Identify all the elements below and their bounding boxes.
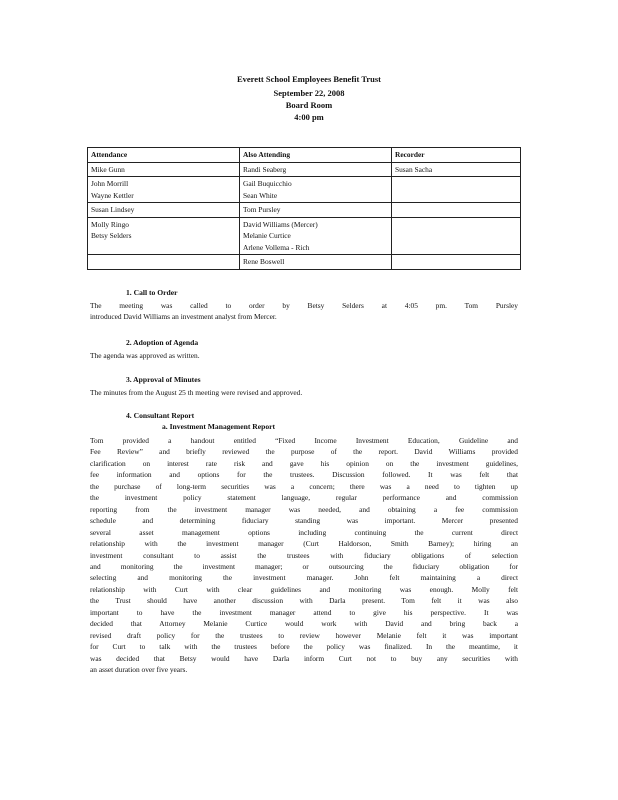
paragraph-line: an asset duration over five years.: [90, 665, 188, 675]
section-2-body: [90, 350, 518, 361]
recorder-cell: Susan Sacha: [392, 162, 521, 177]
also-attending-cell: David Williams (Mercer) Melanie Curtice Arlene Vollema - Rich: [240, 217, 392, 255]
paragraph-line: schedule and determining fiduciary standing was important. Mercer presented: [90, 516, 518, 526]
attendance-row: [88, 177, 521, 203]
section-1-title: 1. Call to Order: [126, 288, 178, 297]
section-3-title: 3. Approval of Minutes: [126, 375, 201, 384]
paragraph-line: the investment policy statement language, regular performance and commission: [90, 493, 518, 503]
attendance-cell: John Morrill Wayne Kettler: [88, 177, 240, 203]
recorder-cell: [392, 255, 521, 270]
title-line-date: September 22, 2008: [273, 88, 345, 98]
title-line-trust: Everett School Employees Benefit Trust: [236, 74, 381, 84]
attendance-table: [87, 147, 521, 270]
paragraph-line: selecting and monitoring the investment manager. John felt maintaining a direct: [90, 573, 518, 583]
attendance-row: [88, 203, 521, 218]
recorder-cell: [392, 203, 521, 218]
recorder-cell: [392, 177, 521, 203]
attendance-row: [88, 162, 521, 177]
also-attending-cell: Gail Buquicchio Sean White: [240, 177, 392, 203]
attendance-header: Attendance: [88, 148, 240, 163]
recorder-cell: [392, 217, 521, 255]
also-attending-header: Also Attending: [240, 148, 392, 163]
recorder-header: Recorder: [392, 148, 521, 163]
paragraph-line: Fee Review” and briefly reviewed the purpose of the report. David Williams provided: [90, 447, 518, 457]
title-line-time: 4:00 pm: [294, 112, 324, 122]
attendance-header-row: [88, 148, 521, 163]
attendance-row: [88, 217, 521, 255]
paragraph-line: and monitoring the investment manager; or outsourcing the fiduciary obligation for: [90, 561, 518, 571]
attendance-row: [88, 255, 521, 270]
paragraph-line: investment consultant to assist the trustees with fiduciary obligations of selection: [90, 550, 518, 560]
section-3-body: [90, 387, 518, 398]
paragraph-line: reporting from the investment manager was needed, and obtaining a fee commission: [90, 504, 518, 514]
also-attending-cell: Randi Seaberg: [240, 162, 392, 177]
section-4a-title: a. Investment Management Report: [162, 422, 276, 431]
section-4-title: 4. Consultant Report: [126, 411, 195, 420]
attendance-cell: Susan Lindsey: [88, 203, 240, 218]
also-attending-cell: Rene Boswell: [240, 255, 392, 270]
paragraph-line: decided that Attorney Melanie Curtice would work with David and bring back a: [90, 619, 518, 629]
paragraph-line: fee information and options for the trustees. Discussion followed. It was felt that: [90, 470, 518, 480]
paragraph-line: The meeting was called to order by Betsy Selders at 4:05 pm. Tom Pursley: [90, 301, 518, 310]
attendance-cell: [88, 255, 240, 270]
section-4-body: [90, 435, 518, 676]
paragraph-line: revised draft policy for the trustees to review however Melanie felt it was important: [90, 630, 518, 640]
also-attending-cell: Tom Pursley: [240, 203, 392, 218]
attendance-cell: Molly Ringo Betsy Selders: [88, 217, 240, 255]
title-line-location: Board Room: [285, 100, 333, 110]
paragraph-line: Tom provided a handout entitled “Fixed Income Investment Education, Guideline and: [90, 436, 518, 445]
paragraph-line: the purchase of long-term securities was a concern; there was a need to tighten up: [90, 481, 518, 491]
paragraph-line: for Curt to talk with the trustees before the policy was finalized. In the meantime, it: [90, 642, 518, 652]
paragraph-line: The minutes from the August 25 th meeting were revised and approved.: [90, 388, 303, 397]
paragraph-line: was decided that Betsy would have Darla inform Curt not to buy any securities with: [90, 653, 518, 663]
section-1-body: [90, 300, 518, 323]
paragraph-line: important to have the investment manager attend to give his perspective. It was: [90, 607, 518, 617]
paragraph-line: clarification on interest rate risk and gave his opinion on the investment guidelines,: [90, 458, 518, 468]
section-2-title: 2. Adoption of Agenda: [126, 338, 199, 347]
paragraph-line: relationship with the investment manager (Curt Haldorson, Smith Barney); hiring an: [90, 539, 518, 549]
paragraph-line: The agenda was approved as written.: [90, 351, 200, 360]
paragraph-line: the Trust should have another discussion with Darla present. Tom felt it was also: [90, 596, 518, 606]
paragraph-line: relationship with Curt with clear guidelines and monitoring was enough. Molly felt: [90, 584, 518, 594]
paragraph-line: introduced David Williams an investment analyst from Mercer.: [90, 312, 277, 322]
attendance-cell: Mike Gunn: [88, 162, 240, 177]
paragraph-line: several asset management options including continuing the current direct: [90, 527, 518, 537]
